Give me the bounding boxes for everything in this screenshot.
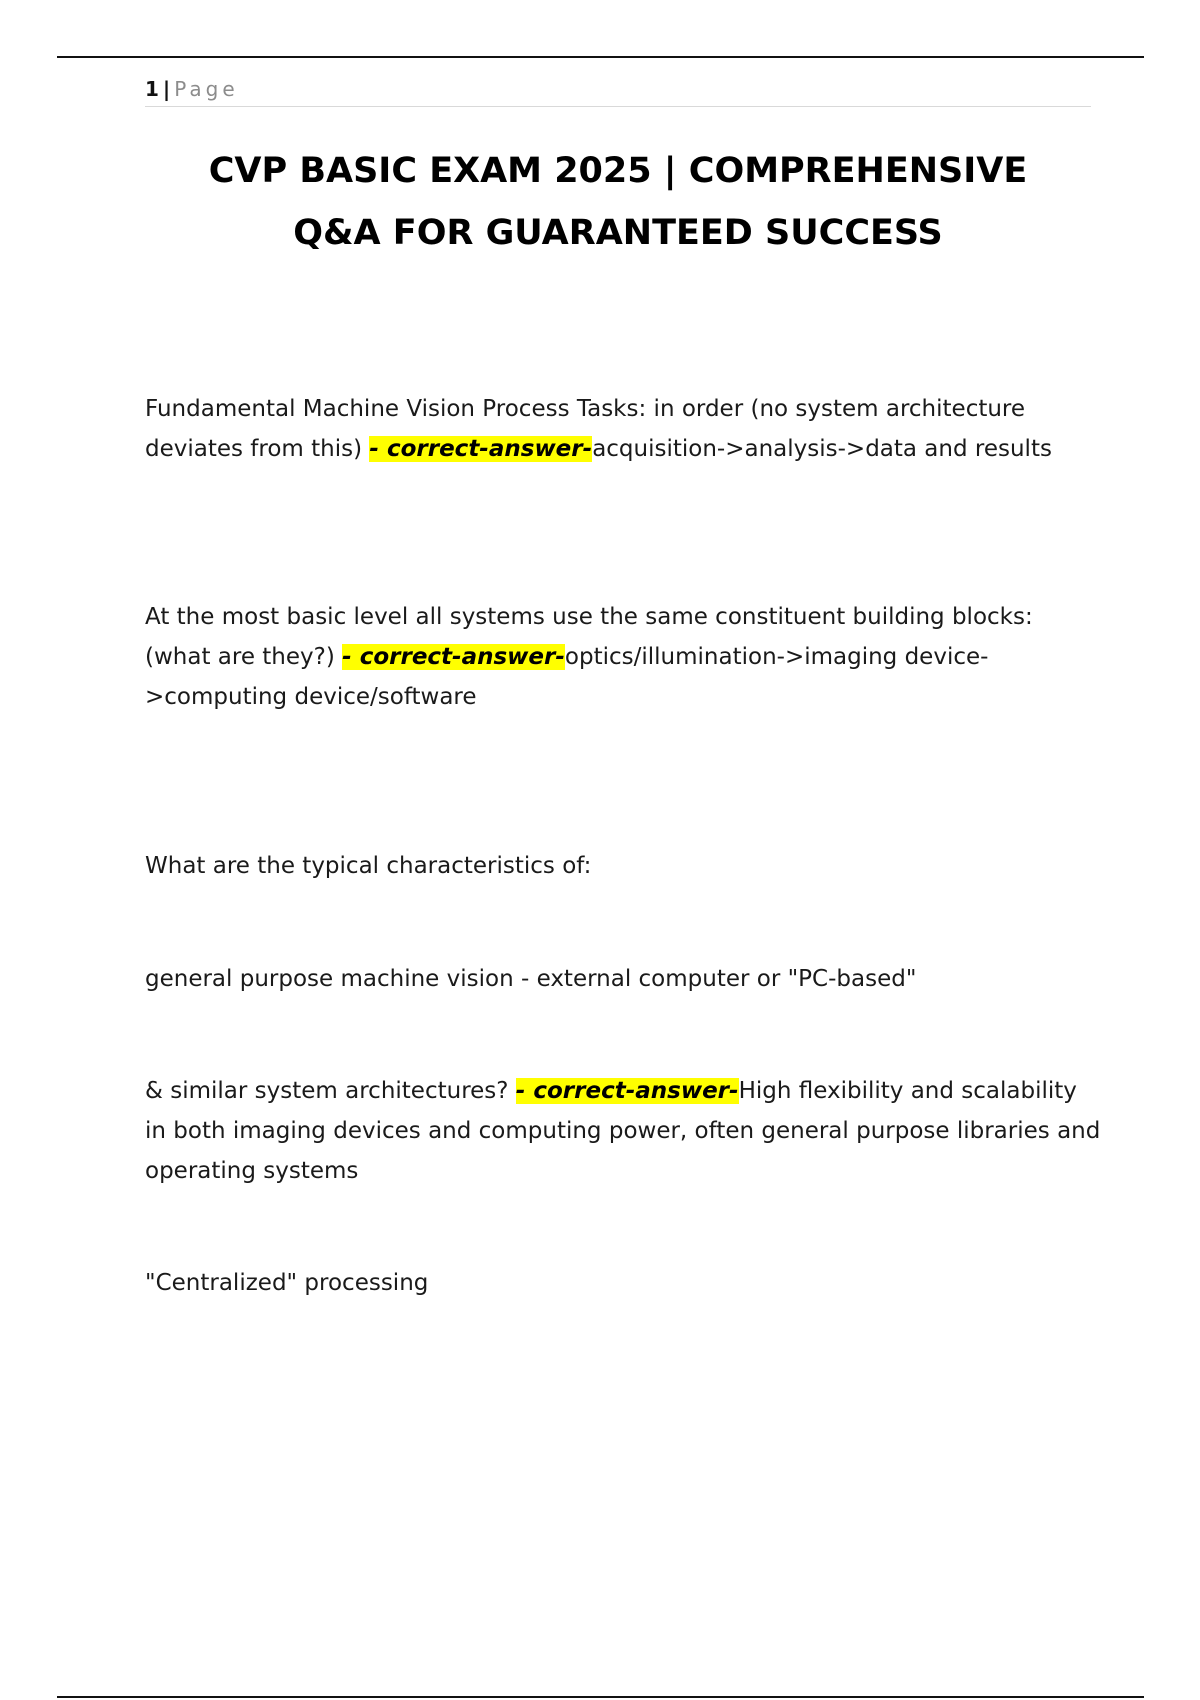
correct-answer-marker: - correct-answer-: [369, 436, 593, 462]
top-rule: [57, 56, 1144, 58]
qa-item-3: [145, 1071, 1105, 1191]
bottom-rule: [57, 1696, 1144, 1698]
question-text: Fundamental Machine Vision Process Tasks: in order (no system architecture deviates from this): [145, 396, 1026, 462]
qa-item-1: [145, 389, 1105, 469]
answer-text: acquisition->analysis->data and results: [592, 436, 1052, 462]
answer-text: optics/illumination->imaging device->computing device/software: [145, 644, 989, 710]
correct-answer-marker: - correct-answer-: [342, 644, 565, 670]
title-line-1: CVP BASIC EXAM 2025 | COMPREHENSIVE: [208, 151, 1028, 191]
document-title: [120, 140, 1116, 264]
correct-answer-marker: - correct-answer-: [515, 1078, 739, 1104]
title-line-2: Q&A FOR GUARANTEED SUCCESS: [293, 213, 943, 253]
page-number: 1: [145, 77, 159, 101]
question-subject: general purpose machine vision - external computer or "PC-based": [145, 966, 917, 992]
page-separator: |: [162, 77, 171, 101]
question-text: & similar system architectures?: [145, 1078, 516, 1104]
question-intro: What are the typical characteristics of:: [145, 853, 592, 879]
answer-text: High flexibility and scalability in both imaging devices and computing power, often general purpose libraries and operating systems: [145, 1078, 1101, 1184]
question-next: "Centralized" processing: [145, 1270, 429, 1296]
qa-item-2: [145, 597, 1105, 717]
page-label: Page: [174, 77, 239, 101]
page-header: [145, 76, 1091, 107]
question-text: At the most basic level all systems use the same constituent building blocks: (what are they?): [145, 604, 1033, 670]
